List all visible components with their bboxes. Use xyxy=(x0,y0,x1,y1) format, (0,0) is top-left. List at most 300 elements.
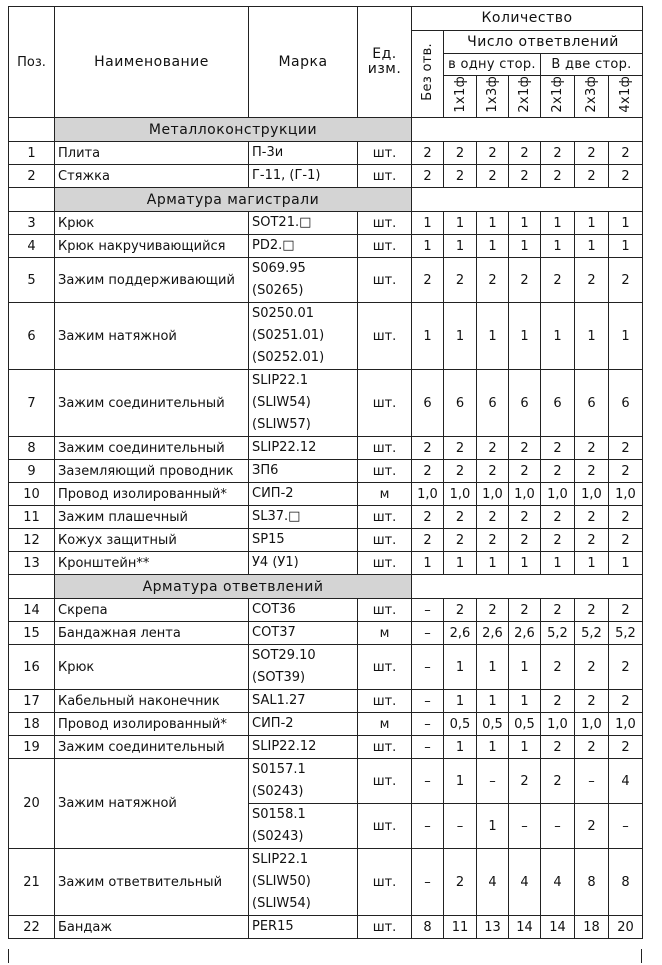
name-cell: Зажим ответвительный xyxy=(55,849,249,916)
quantity-cell: 2 xyxy=(412,506,444,529)
quantity-cell: 1,0 xyxy=(444,483,477,506)
table-row xyxy=(9,599,643,622)
position-cell: 12 xyxy=(9,529,55,552)
quantity-cell: 2 xyxy=(477,599,509,622)
quantity-cell: 0,5 xyxy=(444,713,477,736)
unit-cell: шт. xyxy=(358,235,412,258)
quantity-cell: 4 xyxy=(541,849,575,916)
quantity-cell: 2 xyxy=(541,599,575,622)
quantity-cell: 1,0 xyxy=(609,713,643,736)
quantity-cell: 1 xyxy=(575,303,609,370)
quantity-cell: 2 xyxy=(509,599,541,622)
quantity-cell: 4 xyxy=(477,849,509,916)
quantity-cell: – xyxy=(541,804,575,849)
unit-cell: шт. xyxy=(358,437,412,460)
table-row xyxy=(9,165,643,188)
mark-cell xyxy=(249,529,358,552)
quantity-cell: 2 xyxy=(444,142,477,165)
position-cell: 13 xyxy=(9,552,55,575)
mark-line: COT37 xyxy=(252,625,296,640)
table-body xyxy=(9,118,643,939)
position-cell: 21 xyxy=(9,849,55,916)
mark-line: S0158.1 xyxy=(252,807,306,822)
header-no-branch-label: Без отв. xyxy=(420,43,435,101)
name-cell: Зажим соединительный xyxy=(55,736,249,759)
quantity-cell: 1 xyxy=(444,690,477,713)
mark-line: СИП-2 xyxy=(252,486,294,501)
quantity-cell: 2 xyxy=(477,437,509,460)
unit-cell: шт. xyxy=(358,645,412,690)
quantity-cell: 1 xyxy=(444,736,477,759)
quantity-cell: 2 xyxy=(509,142,541,165)
quantity-cell: 1 xyxy=(609,303,643,370)
mark-cell xyxy=(249,849,358,916)
quantity-cell: 2 xyxy=(509,506,541,529)
header-pos: Поз. xyxy=(9,7,55,118)
section-blank xyxy=(412,575,643,599)
position-cell: 6 xyxy=(9,303,55,370)
quantity-cell: 2 xyxy=(609,506,643,529)
mark-line: SAL1.27 xyxy=(252,693,306,708)
quantity-cell: 5,2 xyxy=(609,622,643,645)
quantity-cell: 2 xyxy=(444,258,477,303)
mark-line: S0157.1 xyxy=(252,762,306,777)
mark-cell xyxy=(249,165,358,188)
name-cell: Зажим плашечный xyxy=(55,506,249,529)
table-row xyxy=(9,529,643,552)
mark-cell xyxy=(249,916,358,939)
position-cell: 3 xyxy=(9,212,55,235)
quantity-cell: 18 xyxy=(575,916,609,939)
position-cell: 5 xyxy=(9,258,55,303)
quantity-cell: 14 xyxy=(509,916,541,939)
header-col-label: 2х3ф xyxy=(584,76,599,113)
section-blank xyxy=(412,118,643,142)
quantity-cell: 2 xyxy=(477,529,509,552)
quantity-cell: 8 xyxy=(575,849,609,916)
quantity-cell: 1 xyxy=(509,303,541,370)
section-row xyxy=(9,575,643,599)
quantity-cell: 5,2 xyxy=(541,622,575,645)
mark-line: (SLIW54) xyxy=(252,896,311,911)
section-spacer xyxy=(9,118,55,142)
quantity-cell: 1 xyxy=(477,804,509,849)
section-blank xyxy=(412,188,643,212)
quantity-cell: 2,6 xyxy=(444,622,477,645)
quantity-cell: 1 xyxy=(541,212,575,235)
quantity-cell: 2 xyxy=(509,165,541,188)
quantity-cell: 1 xyxy=(509,212,541,235)
table-row xyxy=(9,437,643,460)
quantity-cell: 2 xyxy=(477,258,509,303)
unit-cell: шт. xyxy=(358,804,412,849)
header-two-sides: В две стор. xyxy=(541,54,643,76)
quantity-cell: 2 xyxy=(444,849,477,916)
quantity-cell: 2 xyxy=(444,165,477,188)
unit-cell: шт. xyxy=(358,506,412,529)
mark-line: SLIP22.12 xyxy=(252,440,317,455)
table-row xyxy=(9,258,643,303)
quantity-cell: 2 xyxy=(477,142,509,165)
quantity-cell: 6 xyxy=(509,370,541,437)
quantity-cell: 2 xyxy=(541,690,575,713)
table-row xyxy=(9,916,643,939)
name-cell: Бандаж xyxy=(55,916,249,939)
quantity-cell: 2 xyxy=(541,529,575,552)
quantity-cell: 2 xyxy=(575,165,609,188)
quantity-cell: 1 xyxy=(477,235,509,258)
quantity-cell: 1 xyxy=(509,645,541,690)
position-cell: 18 xyxy=(9,713,55,736)
quantity-cell: 1 xyxy=(609,552,643,575)
quantity-cell: 1 xyxy=(477,552,509,575)
quantity-cell: 2 xyxy=(541,142,575,165)
quantity-cell: – xyxy=(412,804,444,849)
table-row xyxy=(9,736,643,759)
header-unit-line1: Ед. xyxy=(372,46,397,62)
table-row xyxy=(9,645,643,690)
name-cell: Кабельный наконечник xyxy=(55,690,249,713)
table-row xyxy=(9,849,643,916)
quantity-cell: – xyxy=(412,599,444,622)
mark-line: PER15 xyxy=(252,919,294,934)
mark-cell xyxy=(249,599,358,622)
section-title: Арматура ответвлений xyxy=(55,575,412,599)
unit-cell: шт. xyxy=(358,370,412,437)
position-cell: 9 xyxy=(9,460,55,483)
header-col-label: 1х1ф xyxy=(452,76,468,113)
mark-cell xyxy=(249,506,358,529)
quantity-cell: 8 xyxy=(609,849,643,916)
header-col-5 xyxy=(575,76,609,118)
header-col-6 xyxy=(609,76,643,118)
table-header xyxy=(9,7,643,118)
name-cell: Кронштейн** xyxy=(55,552,249,575)
quantity-cell: 13 xyxy=(477,916,509,939)
header-col-3 xyxy=(509,76,541,118)
mark-cell xyxy=(249,690,358,713)
quantity-cell: 2 xyxy=(609,258,643,303)
mark-line: PD2.□ xyxy=(252,238,295,253)
quantity-cell: 1 xyxy=(609,212,643,235)
mark-line: S0250.01 xyxy=(252,306,315,321)
quantity-cell: 2 xyxy=(609,736,643,759)
name-cell: Зажим соединительный xyxy=(55,437,249,460)
unit-cell: шт. xyxy=(358,916,412,939)
position-cell: 14 xyxy=(9,599,55,622)
quantity-cell: 1 xyxy=(477,690,509,713)
header-col-label: 1х3ф xyxy=(485,76,500,113)
quantity-cell: 1 xyxy=(541,552,575,575)
mark-line: (S0252.01) xyxy=(252,350,325,365)
quantity-cell: 2 xyxy=(609,142,643,165)
header-unit xyxy=(358,7,412,118)
quantity-cell: 11 xyxy=(444,916,477,939)
mark-line: У4 (У1) xyxy=(252,555,299,570)
quantity-cell: 1,0 xyxy=(509,483,541,506)
quantity-cell: 1 xyxy=(412,212,444,235)
quantity-cell: 2 xyxy=(541,165,575,188)
quantity-cell: 6 xyxy=(609,370,643,437)
quantity-cell: 2 xyxy=(575,506,609,529)
mark-line: SOT29.10 xyxy=(252,648,316,663)
quantity-cell: 2,6 xyxy=(509,622,541,645)
quantity-cell: – xyxy=(609,804,643,849)
name-cell: Зажим поддерживающий xyxy=(55,258,249,303)
unit-cell: шт. xyxy=(358,849,412,916)
quantity-cell: 2 xyxy=(575,529,609,552)
header-one-side: в одну стор. xyxy=(444,54,541,76)
quantity-cell: 2 xyxy=(509,258,541,303)
section-spacer xyxy=(9,188,55,212)
quantity-cell: 1 xyxy=(477,645,509,690)
header-quantity: Количество xyxy=(412,7,643,31)
header-branch-count: Число ответвлений xyxy=(444,31,643,54)
quantity-cell: 2 xyxy=(575,258,609,303)
quantity-cell: 2 xyxy=(444,599,477,622)
name-cell: Стяжка xyxy=(55,165,249,188)
unit-cell: шт. xyxy=(358,552,412,575)
table-row xyxy=(9,212,643,235)
quantity-cell: 2 xyxy=(477,165,509,188)
section-title: Арматура магистрали xyxy=(55,188,412,212)
quantity-cell: 1 xyxy=(412,235,444,258)
quantity-cell: 1 xyxy=(575,552,609,575)
quantity-cell: 1 xyxy=(477,736,509,759)
mark-cell xyxy=(249,437,358,460)
unit-cell: м xyxy=(358,483,412,506)
table-row xyxy=(9,142,643,165)
name-cell: Заземляющий проводник xyxy=(55,460,249,483)
position-cell: 11 xyxy=(9,506,55,529)
quantity-cell: – xyxy=(509,804,541,849)
quantity-cell: 2 xyxy=(575,599,609,622)
quantity-cell: 2 xyxy=(575,437,609,460)
mark-line: (SLIW54) xyxy=(252,395,311,410)
table-row xyxy=(9,713,643,736)
quantity-cell: 1 xyxy=(444,212,477,235)
mark-line: СИП-2 xyxy=(252,716,294,731)
quantity-cell: 5,2 xyxy=(575,622,609,645)
quantity-cell: 6 xyxy=(575,370,609,437)
mark-cell xyxy=(249,804,358,849)
quantity-cell: 1 xyxy=(509,690,541,713)
position-cell: 10 xyxy=(9,483,55,506)
mark-line: (SLIW50) xyxy=(252,874,311,889)
mark-cell xyxy=(249,759,358,804)
quantity-cell: 2 xyxy=(541,258,575,303)
name-cell: Бандажная лента xyxy=(55,622,249,645)
quantity-cell: 2 xyxy=(541,437,575,460)
table-row xyxy=(9,759,643,804)
quantity-cell: 1,0 xyxy=(609,483,643,506)
quantity-cell: 2 xyxy=(541,506,575,529)
quantity-cell: 2 xyxy=(575,804,609,849)
quantity-cell: 1 xyxy=(575,235,609,258)
quantity-cell: 2 xyxy=(412,460,444,483)
mark-cell xyxy=(249,645,358,690)
table-row xyxy=(9,506,643,529)
mark-line: SLIP22.1 xyxy=(252,852,309,867)
header-unit-line2: изм. xyxy=(367,61,402,77)
quantity-cell: 2,6 xyxy=(477,622,509,645)
quantity-cell: 1 xyxy=(575,212,609,235)
quantity-cell: 2 xyxy=(509,437,541,460)
quantity-cell: 1 xyxy=(444,303,477,370)
header-name: Наименование xyxy=(55,7,249,118)
position-cell: 16 xyxy=(9,645,55,690)
mark-cell xyxy=(249,622,358,645)
name-cell: Скрепа xyxy=(55,599,249,622)
name-cell: Зажим натяжной xyxy=(55,303,249,370)
quantity-cell: 2 xyxy=(509,460,541,483)
mark-cell xyxy=(249,483,358,506)
table-row xyxy=(9,690,643,713)
quantity-cell: 1 xyxy=(541,303,575,370)
quantity-cell: 2 xyxy=(412,529,444,552)
name-cell: Зажим натяжной xyxy=(55,759,249,849)
quantity-cell: 1 xyxy=(412,552,444,575)
quantity-cell: 2 xyxy=(444,460,477,483)
unit-cell: шт. xyxy=(358,460,412,483)
quantity-cell: 2 xyxy=(444,437,477,460)
header-col-label: 2х1ф xyxy=(517,76,532,113)
mark-line: П-3и xyxy=(252,145,284,160)
position-cell: 17 xyxy=(9,690,55,713)
position-cell: 4 xyxy=(9,235,55,258)
quantity-cell: 2 xyxy=(412,165,444,188)
name-cell: Плита xyxy=(55,142,249,165)
quantity-cell: – xyxy=(575,759,609,804)
quantity-cell: 1 xyxy=(509,552,541,575)
quantity-cell: – xyxy=(412,736,444,759)
quantity-cell: 1,0 xyxy=(541,713,575,736)
quantity-cell: 14 xyxy=(541,916,575,939)
unit-cell: шт. xyxy=(358,529,412,552)
specification-table xyxy=(8,6,643,939)
quantity-cell: – xyxy=(444,804,477,849)
mark-line: SL37.□ xyxy=(252,509,301,524)
header-mark: Марка xyxy=(249,7,358,118)
name-cell: Провод изолированный* xyxy=(55,713,249,736)
unit-cell: шт. xyxy=(358,759,412,804)
quantity-cell: 2 xyxy=(412,258,444,303)
table-row xyxy=(9,235,643,258)
table-row xyxy=(9,303,643,370)
position-cell: 15 xyxy=(9,622,55,645)
quantity-cell: 2 xyxy=(575,645,609,690)
section-title: Металлоконструкции xyxy=(55,118,412,142)
quantity-cell: – xyxy=(412,713,444,736)
position-cell: 1 xyxy=(9,142,55,165)
header-col-1 xyxy=(444,76,477,118)
quantity-cell: 6 xyxy=(412,370,444,437)
quantity-cell: 2 xyxy=(609,437,643,460)
name-cell: Крюк xyxy=(55,645,249,690)
mark-line: S069.95 xyxy=(252,261,306,276)
quantity-cell: 2 xyxy=(609,599,643,622)
quantity-cell: 1,0 xyxy=(575,713,609,736)
table-row xyxy=(9,370,643,437)
unit-cell: шт. xyxy=(358,258,412,303)
quantity-cell: 1,0 xyxy=(477,483,509,506)
mark-line: (S0251.01) xyxy=(252,328,325,343)
quantity-cell: – xyxy=(477,759,509,804)
mark-line: (SOT39) xyxy=(252,670,306,685)
quantity-cell: 1,0 xyxy=(575,483,609,506)
name-cell: Провод изолированный* xyxy=(55,483,249,506)
name-cell: Кожух защитный xyxy=(55,529,249,552)
quantity-cell: 1 xyxy=(444,645,477,690)
quantity-cell: 2 xyxy=(477,506,509,529)
quantity-cell: 2 xyxy=(575,460,609,483)
quantity-cell: 20 xyxy=(609,916,643,939)
section-row xyxy=(9,188,643,212)
mark-line: ЗП6 xyxy=(252,463,279,478)
mark-cell xyxy=(249,303,358,370)
quantity-cell: 2 xyxy=(541,736,575,759)
quantity-cell: 1 xyxy=(477,212,509,235)
quantity-cell: – xyxy=(412,690,444,713)
quantity-cell: 2 xyxy=(444,506,477,529)
quantity-cell: 0,5 xyxy=(509,713,541,736)
mark-cell xyxy=(249,370,358,437)
quantity-cell: – xyxy=(412,849,444,916)
table-row xyxy=(9,552,643,575)
mark-line: SLIP22.12 xyxy=(252,739,317,754)
mark-line: (S0265) xyxy=(252,283,304,298)
table-row xyxy=(9,483,643,506)
mark-cell xyxy=(249,460,358,483)
quantity-cell: 2 xyxy=(609,529,643,552)
quantity-cell: 2 xyxy=(609,690,643,713)
name-cell: Крюк xyxy=(55,212,249,235)
unit-cell: шт. xyxy=(358,599,412,622)
position-cell: 22 xyxy=(9,916,55,939)
quantity-cell: 2 xyxy=(575,690,609,713)
header-col-4 xyxy=(541,76,575,118)
quantity-cell: 8 xyxy=(412,916,444,939)
quantity-cell: – xyxy=(412,622,444,645)
quantity-cell: 4 xyxy=(609,759,643,804)
mark-line: SLIP22.1 xyxy=(252,373,309,388)
header-col-2 xyxy=(477,76,509,118)
quantity-cell: – xyxy=(412,645,444,690)
quantity-cell: 2 xyxy=(412,437,444,460)
mark-line: Г-11, (Г-1) xyxy=(252,168,321,183)
header-no-branch xyxy=(412,31,444,118)
position-cell: 2 xyxy=(9,165,55,188)
mark-line: (S0243) xyxy=(252,784,304,799)
quantity-cell: 6 xyxy=(444,370,477,437)
position-cell: 19 xyxy=(9,736,55,759)
quantity-cell: 1 xyxy=(477,303,509,370)
quantity-cell: 2 xyxy=(575,736,609,759)
quantity-cell: 1,0 xyxy=(412,483,444,506)
quantity-cell: – xyxy=(412,759,444,804)
quantity-cell: 1 xyxy=(509,736,541,759)
quantity-cell: 1 xyxy=(444,552,477,575)
mark-cell xyxy=(249,552,358,575)
quantity-cell: 6 xyxy=(477,370,509,437)
quantity-cell: 0,5 xyxy=(477,713,509,736)
quantity-cell: 1 xyxy=(444,759,477,804)
header-col-label: 2х1ф xyxy=(550,76,565,113)
mark-line: SP15 xyxy=(252,532,285,547)
mark-cell xyxy=(249,713,358,736)
quantity-cell: 2 xyxy=(541,645,575,690)
mark-cell xyxy=(249,235,358,258)
